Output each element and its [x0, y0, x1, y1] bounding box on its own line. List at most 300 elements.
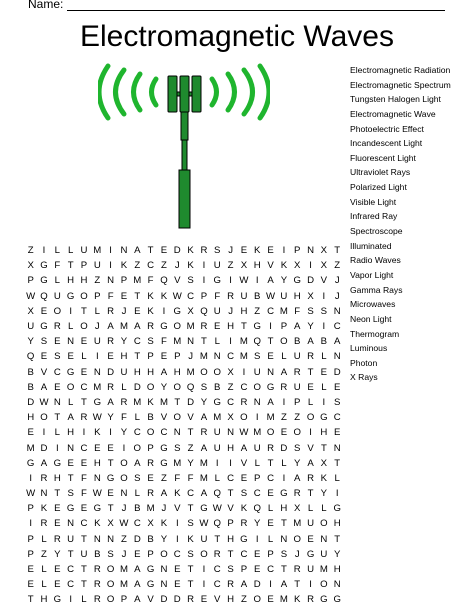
- grid-letter[interactable]: E: [134, 305, 141, 317]
- grid-letter[interactable]: Q: [40, 290, 48, 302]
- grid-letter[interactable]: I: [255, 412, 259, 424]
- grid-letter[interactable]: I: [335, 488, 339, 500]
- grid-letter[interactable]: H: [253, 260, 261, 272]
- grid-letter[interactable]: S: [200, 381, 208, 393]
- grid-letter[interactable]: J: [334, 290, 340, 302]
- grid-letter[interactable]: N: [267, 366, 275, 378]
- grid-letter[interactable]: C: [213, 579, 221, 591]
- grid-letter[interactable]: G: [213, 396, 221, 408]
- grid-letter[interactable]: Y: [120, 427, 128, 439]
- grid-letter[interactable]: U: [253, 442, 261, 454]
- grid-letter[interactable]: P: [147, 351, 154, 363]
- grid-letter[interactable]: G: [146, 564, 155, 576]
- grid-letter[interactable]: A: [307, 457, 314, 469]
- grid-letter[interactable]: D: [133, 381, 141, 393]
- grid-letter[interactable]: R: [280, 381, 288, 393]
- grid-letter[interactable]: J: [334, 275, 340, 287]
- grid-letter[interactable]: M: [293, 518, 302, 530]
- grid-letter[interactable]: S: [107, 548, 114, 560]
- grid-letter[interactable]: B: [94, 548, 101, 560]
- grid-letter[interactable]: D: [27, 396, 35, 408]
- grid-letter[interactable]: S: [254, 351, 261, 363]
- grid-letter[interactable]: L: [81, 594, 87, 606]
- grid-letter[interactable]: K: [160, 290, 168, 302]
- grid-letter[interactable]: N: [227, 427, 235, 439]
- grid-letter[interactable]: H: [293, 290, 301, 302]
- grid-letter[interactable]: I: [175, 533, 179, 545]
- grid-letter[interactable]: U: [307, 518, 315, 530]
- grid-letter[interactable]: S: [40, 336, 48, 348]
- grid-letter[interactable]: L: [67, 321, 74, 333]
- grid-letter[interactable]: E: [80, 336, 88, 348]
- grid-letter[interactable]: T: [174, 396, 181, 408]
- grid-letter[interactable]: T: [134, 351, 141, 363]
- grid-letter[interactable]: R: [293, 366, 301, 378]
- grid-letter[interactable]: L: [321, 351, 327, 363]
- grid-letter[interactable]: P: [174, 351, 181, 363]
- grid-letter[interactable]: V: [187, 412, 194, 424]
- grid-letter[interactable]: A: [134, 564, 141, 576]
- grid-letter[interactable]: A: [134, 245, 141, 257]
- grid-letter[interactable]: E: [80, 503, 88, 515]
- grid-letter[interactable]: S: [187, 518, 194, 530]
- grid-letter[interactable]: I: [95, 351, 99, 363]
- grid-letter[interactable]: C: [133, 336, 141, 348]
- grid-letter[interactable]: R: [93, 579, 101, 591]
- grid-letter[interactable]: R: [147, 321, 155, 333]
- grid-letter[interactable]: A: [134, 579, 141, 591]
- grid-letter[interactable]: V: [267, 260, 274, 272]
- grid-letter[interactable]: L: [214, 336, 220, 348]
- grid-letter[interactable]: E: [200, 594, 208, 606]
- grid-letter[interactable]: U: [320, 548, 328, 560]
- grid-letter[interactable]: C: [187, 488, 195, 500]
- grid-letter[interactable]: D: [280, 442, 288, 454]
- grid-letter[interactable]: S: [134, 472, 141, 484]
- grid-letter[interactable]: B: [27, 381, 34, 393]
- grid-letter[interactable]: C: [67, 564, 75, 576]
- grid-letter[interactable]: I: [309, 260, 312, 272]
- grid-letter[interactable]: L: [134, 412, 140, 424]
- grid-letter[interactable]: Q: [26, 351, 35, 363]
- grid-letter[interactable]: Q: [253, 503, 261, 515]
- grid-letter[interactable]: M: [186, 321, 195, 333]
- grid-letter[interactable]: G: [293, 275, 301, 287]
- grid-letter[interactable]: E: [267, 488, 274, 500]
- grid-letter[interactable]: R: [93, 594, 101, 606]
- grid-letter[interactable]: G: [280, 488, 288, 500]
- grid-letter[interactable]: S: [147, 336, 154, 348]
- grid-letter[interactable]: Z: [41, 548, 47, 560]
- grid-letter[interactable]: H: [147, 366, 155, 378]
- grid-letter[interactable]: E: [40, 305, 48, 317]
- grid-letter[interactable]: N: [307, 245, 315, 257]
- grid-letter[interactable]: I: [175, 518, 179, 530]
- grid-letter[interactable]: K: [94, 518, 101, 530]
- grid-letter[interactable]: O: [53, 305, 62, 317]
- grid-letter[interactable]: I: [282, 472, 286, 484]
- grid-letter[interactable]: H: [227, 321, 235, 333]
- grid-letter[interactable]: R: [147, 457, 155, 469]
- grid-letter[interactable]: U: [27, 321, 35, 333]
- grid-letter[interactable]: A: [294, 321, 301, 333]
- grid-letter[interactable]: A: [134, 594, 141, 606]
- grid-letter[interactable]: N: [160, 579, 168, 591]
- grid-letter[interactable]: G: [40, 275, 48, 287]
- grid-letter[interactable]: E: [80, 366, 88, 378]
- grid-letter[interactable]: R: [53, 321, 61, 333]
- grid-letter[interactable]: I: [255, 533, 259, 545]
- grid-letter[interactable]: U: [93, 260, 101, 272]
- grid-letter[interactable]: V: [214, 594, 221, 606]
- grid-letter[interactable]: X: [107, 518, 114, 530]
- grid-letter[interactable]: X: [294, 260, 301, 272]
- grid-letter[interactable]: H: [280, 503, 288, 515]
- grid-letter[interactable]: E: [307, 533, 314, 545]
- grid-letter[interactable]: H: [227, 594, 235, 606]
- grid-letter[interactable]: O: [320, 579, 328, 591]
- grid-letter[interactable]: Q: [186, 381, 195, 393]
- grid-letter[interactable]: U: [93, 336, 101, 348]
- grid-letter[interactable]: T: [240, 321, 247, 333]
- grid-letter[interactable]: U: [213, 427, 221, 439]
- grid-letter[interactable]: T: [67, 260, 74, 272]
- grid-letter[interactable]: T: [334, 533, 341, 545]
- grid-letter[interactable]: O: [80, 290, 88, 302]
- grid-letter[interactable]: R: [147, 488, 155, 500]
- grid-letter[interactable]: E: [120, 290, 128, 302]
- grid-letter[interactable]: O: [146, 427, 155, 439]
- grid-letter[interactable]: T: [334, 245, 341, 257]
- grid-letter[interactable]: X: [320, 245, 328, 257]
- grid-letter[interactable]: E: [160, 245, 168, 257]
- grid-letter[interactable]: A: [160, 488, 168, 500]
- grid-letter[interactable]: E: [307, 381, 314, 393]
- grid-letter[interactable]: T: [267, 336, 274, 348]
- grid-letter[interactable]: I: [29, 518, 32, 530]
- grid-letter[interactable]: G: [53, 594, 62, 606]
- grid-letter[interactable]: T: [320, 442, 327, 454]
- grid-letter[interactable]: I: [122, 442, 126, 454]
- grid-letter[interactable]: R: [213, 548, 221, 560]
- grid-letter[interactable]: K: [187, 533, 194, 545]
- grid-letter[interactable]: J: [161, 503, 167, 515]
- grid-letter[interactable]: N: [333, 579, 341, 591]
- grid-letter[interactable]: T: [307, 488, 314, 500]
- grid-letter[interactable]: I: [269, 579, 272, 591]
- grid-letter[interactable]: U: [293, 351, 301, 363]
- grid-letter[interactable]: N: [187, 336, 195, 348]
- grid-letter[interactable]: X: [227, 366, 234, 378]
- grid-letter[interactable]: F: [174, 472, 181, 484]
- grid-letter[interactable]: X: [187, 305, 194, 317]
- grid-letter[interactable]: G: [66, 290, 75, 302]
- grid-letter[interactable]: Y: [294, 457, 301, 469]
- grid-letter[interactable]: O: [280, 336, 288, 348]
- grid-letter[interactable]: G: [160, 321, 168, 333]
- grid-letter[interactable]: J: [294, 548, 300, 560]
- grid-letter[interactable]: R: [120, 396, 128, 408]
- grid-letter[interactable]: G: [66, 366, 75, 378]
- grid-letter[interactable]: C: [253, 488, 261, 500]
- grid-letter[interactable]: Z: [227, 260, 234, 272]
- grid-letter[interactable]: R: [227, 579, 235, 591]
- grid-letter[interactable]: O: [266, 427, 275, 439]
- grid-letter[interactable]: M: [213, 412, 222, 424]
- grid-letter[interactable]: U: [80, 245, 88, 257]
- grid-letter[interactable]: X: [320, 457, 328, 469]
- grid-letter[interactable]: C: [187, 290, 195, 302]
- grid-letter[interactable]: L: [321, 381, 327, 393]
- grid-letter[interactable]: O: [293, 533, 301, 545]
- grid-letter[interactable]: O: [240, 412, 248, 424]
- grid-letter[interactable]: C: [160, 427, 168, 439]
- grid-letter[interactable]: N: [67, 336, 75, 348]
- grid-letter[interactable]: C: [227, 351, 235, 363]
- grid-letter[interactable]: E: [54, 518, 61, 530]
- grid-letter[interactable]: C: [333, 321, 341, 333]
- grid-letter[interactable]: D: [187, 396, 195, 408]
- grid-letter[interactable]: Q: [200, 305, 208, 317]
- grid-letter[interactable]: H: [93, 457, 101, 469]
- grid-letter[interactable]: E: [267, 351, 274, 363]
- grid-letter[interactable]: N: [53, 396, 61, 408]
- grid-letter[interactable]: M: [159, 396, 168, 408]
- grid-letter[interactable]: M: [93, 381, 102, 393]
- grid-letter[interactable]: L: [67, 245, 74, 257]
- grid-letter[interactable]: S: [54, 351, 61, 363]
- grid-letter[interactable]: E: [267, 594, 274, 606]
- grid-letter[interactable]: E: [174, 579, 181, 591]
- grid-letter[interactable]: Z: [240, 594, 247, 606]
- grid-letter[interactable]: M: [239, 336, 248, 348]
- grid-letter[interactable]: U: [53, 290, 61, 302]
- grid-letter[interactable]: F: [161, 336, 167, 348]
- grid-letter[interactable]: S: [67, 488, 74, 500]
- grid-letter[interactable]: L: [41, 564, 47, 576]
- grid-letter[interactable]: N: [320, 533, 328, 545]
- grid-letter[interactable]: O: [146, 381, 155, 393]
- grid-letter[interactable]: W: [239, 427, 249, 439]
- grid-letter[interactable]: B: [294, 336, 301, 348]
- grid-letter[interactable]: S: [174, 442, 181, 454]
- grid-letter[interactable]: I: [82, 427, 86, 439]
- grid-letter[interactable]: Z: [94, 275, 101, 287]
- grid-letter[interactable]: U: [213, 442, 221, 454]
- grid-letter[interactable]: K: [40, 503, 48, 515]
- grid-letter[interactable]: C: [80, 518, 88, 530]
- grid-letter[interactable]: T: [280, 518, 287, 530]
- grid-letter[interactable]: R: [200, 245, 208, 257]
- grid-letter[interactable]: C: [227, 396, 235, 408]
- grid-letter[interactable]: W: [199, 518, 209, 530]
- grid-letter[interactable]: K: [147, 305, 154, 317]
- grid-letter[interactable]: T: [227, 548, 234, 560]
- grid-letter[interactable]: N: [120, 488, 128, 500]
- grid-letter[interactable]: I: [282, 245, 286, 257]
- grid-letter[interactable]: V: [174, 503, 181, 515]
- grid-letter[interactable]: M: [146, 503, 155, 515]
- grid-letter[interactable]: G: [240, 533, 248, 545]
- grid-letter[interactable]: Z: [294, 412, 301, 424]
- grid-letter[interactable]: M: [186, 366, 195, 378]
- grid-letter[interactable]: E: [27, 427, 34, 439]
- grid-letter[interactable]: B: [134, 503, 141, 515]
- grid-letter[interactable]: Y: [307, 321, 314, 333]
- grid-letter[interactable]: W: [39, 396, 49, 408]
- grid-letter[interactable]: I: [229, 275, 232, 287]
- grid-letter[interactable]: B: [27, 366, 34, 378]
- grid-letter[interactable]: I: [322, 321, 326, 333]
- grid-letter[interactable]: T: [294, 579, 301, 591]
- grid-letter[interactable]: A: [107, 396, 114, 408]
- grid-letter[interactable]: N: [120, 245, 128, 257]
- grid-letter[interactable]: H: [120, 351, 128, 363]
- grid-letter[interactable]: T: [67, 548, 74, 560]
- grid-letter[interactable]: L: [267, 533, 274, 545]
- grid-letter[interactable]: Y: [160, 381, 168, 393]
- grid-letter[interactable]: R: [40, 518, 48, 530]
- grid-letter[interactable]: G: [213, 275, 221, 287]
- grid-letter[interactable]: V: [40, 366, 48, 378]
- grid-letter[interactable]: L: [254, 457, 260, 469]
- grid-letter[interactable]: E: [254, 548, 261, 560]
- grid-letter[interactable]: S: [334, 396, 341, 408]
- grid-letter[interactable]: U: [280, 290, 288, 302]
- grid-letter[interactable]: I: [55, 442, 59, 454]
- grid-letter[interactable]: E: [240, 245, 248, 257]
- grid-letter[interactable]: E: [80, 457, 88, 469]
- grid-letter[interactable]: B: [320, 336, 328, 348]
- grid-letter[interactable]: E: [214, 321, 221, 333]
- grid-letter[interactable]: J: [188, 351, 193, 363]
- grid-letter[interactable]: K: [294, 594, 301, 606]
- grid-letter[interactable]: Q: [160, 275, 168, 287]
- grid-letter[interactable]: P: [27, 275, 34, 287]
- grid-letter[interactable]: C: [173, 548, 181, 560]
- grid-letter[interactable]: K: [94, 427, 101, 439]
- grid-letter[interactable]: T: [147, 245, 154, 257]
- grid-letter[interactable]: R: [293, 488, 301, 500]
- grid-letter[interactable]: M: [253, 427, 262, 439]
- grid-letter[interactable]: L: [67, 396, 74, 408]
- grid-letter[interactable]: W: [26, 290, 36, 302]
- grid-letter[interactable]: J: [174, 260, 180, 272]
- grid-letter[interactable]: X: [294, 503, 301, 515]
- grid-letter[interactable]: N: [253, 396, 261, 408]
- grid-letter[interactable]: G: [160, 457, 168, 469]
- grid-letter[interactable]: U: [240, 290, 248, 302]
- grid-letter[interactable]: X: [307, 290, 314, 302]
- grid-letter[interactable]: F: [121, 412, 127, 424]
- grid-letter[interactable]: Y: [254, 518, 261, 530]
- grid-letter[interactable]: D: [40, 442, 48, 454]
- grid-letter[interactable]: W: [92, 488, 102, 500]
- grid-letter[interactable]: S: [214, 245, 221, 257]
- grid-letter[interactable]: O: [253, 594, 261, 606]
- grid-letter[interactable]: R: [187, 594, 195, 606]
- grid-letter[interactable]: M: [133, 275, 142, 287]
- grid-letter[interactable]: M: [133, 396, 142, 408]
- grid-letter[interactable]: P: [294, 396, 301, 408]
- grid-letter[interactable]: J: [121, 503, 127, 515]
- grid-letter[interactable]: O: [200, 548, 208, 560]
- grid-letter[interactable]: T: [81, 579, 87, 591]
- grid-letter[interactable]: E: [40, 351, 48, 363]
- grid-letter[interactable]: V: [174, 275, 181, 287]
- grid-letter[interactable]: X: [227, 412, 234, 424]
- grid-letter[interactable]: I: [202, 260, 206, 272]
- grid-letter[interactable]: O: [173, 381, 181, 393]
- grid-letter[interactable]: E: [334, 427, 341, 439]
- grid-letter[interactable]: R: [53, 533, 61, 545]
- grid-letter[interactable]: K: [160, 518, 168, 530]
- grid-letter[interactable]: R: [227, 290, 235, 302]
- grid-letter[interactable]: Y: [334, 548, 341, 560]
- grid-letter[interactable]: I: [109, 245, 112, 257]
- grid-letter[interactable]: E: [27, 579, 34, 591]
- grid-letter[interactable]: C: [80, 442, 88, 454]
- grid-letter[interactable]: N: [93, 472, 101, 484]
- grid-letter[interactable]: L: [121, 381, 127, 393]
- grid-letter[interactable]: E: [147, 472, 154, 484]
- grid-letter[interactable]: B: [254, 290, 261, 302]
- grid-letter[interactable]: E: [240, 472, 248, 484]
- grid-letter[interactable]: O: [200, 366, 208, 378]
- grid-letter[interactable]: Z: [161, 472, 167, 484]
- grid-letter[interactable]: Z: [227, 381, 234, 393]
- grid-letter[interactable]: W: [266, 290, 276, 302]
- grid-letter[interactable]: Y: [120, 336, 128, 348]
- grid-letter[interactable]: M: [93, 245, 102, 257]
- grid-letter[interactable]: E: [27, 564, 34, 576]
- grid-letter[interactable]: A: [240, 442, 248, 454]
- grid-letter[interactable]: A: [40, 457, 48, 469]
- grid-letter[interactable]: N: [160, 564, 168, 576]
- grid-letter[interactable]: I: [215, 457, 219, 469]
- grid-letter[interactable]: O: [253, 381, 261, 393]
- grid-letter[interactable]: M: [279, 305, 288, 317]
- grid-letter[interactable]: C: [213, 564, 221, 576]
- grid-letter[interactable]: O: [66, 381, 75, 393]
- grid-letter[interactable]: N: [107, 533, 115, 545]
- grid-letter[interactable]: P: [200, 290, 208, 302]
- grid-letter[interactable]: U: [213, 305, 221, 317]
- grid-letter[interactable]: P: [227, 518, 234, 530]
- grid-letter[interactable]: T: [280, 564, 287, 576]
- grid-letter[interactable]: G: [320, 594, 328, 606]
- grid-letter[interactable]: X: [147, 518, 154, 530]
- grid-letter[interactable]: G: [93, 396, 102, 408]
- grid-letter[interactable]: C: [267, 472, 275, 484]
- grid-letter[interactable]: K: [187, 245, 194, 257]
- grid-letter[interactable]: B: [147, 412, 154, 424]
- grid-letter[interactable]: E: [107, 442, 114, 454]
- grid-letter[interactable]: A: [200, 488, 208, 500]
- grid-letter[interactable]: I: [109, 427, 112, 439]
- grid-letter[interactable]: F: [81, 472, 87, 484]
- grid-letter[interactable]: T: [134, 290, 141, 302]
- grid-letter[interactable]: T: [81, 533, 87, 545]
- grid-letter[interactable]: O: [173, 321, 181, 333]
- grid-letter[interactable]: E: [280, 427, 288, 439]
- grid-letter[interactable]: U: [307, 564, 315, 576]
- grid-letter[interactable]: I: [309, 579, 312, 591]
- grid-letter[interactable]: B: [147, 533, 154, 545]
- grid-letter[interactable]: K: [240, 503, 248, 515]
- grid-letter[interactable]: T: [107, 503, 114, 515]
- grid-letter[interactable]: E: [134, 548, 141, 560]
